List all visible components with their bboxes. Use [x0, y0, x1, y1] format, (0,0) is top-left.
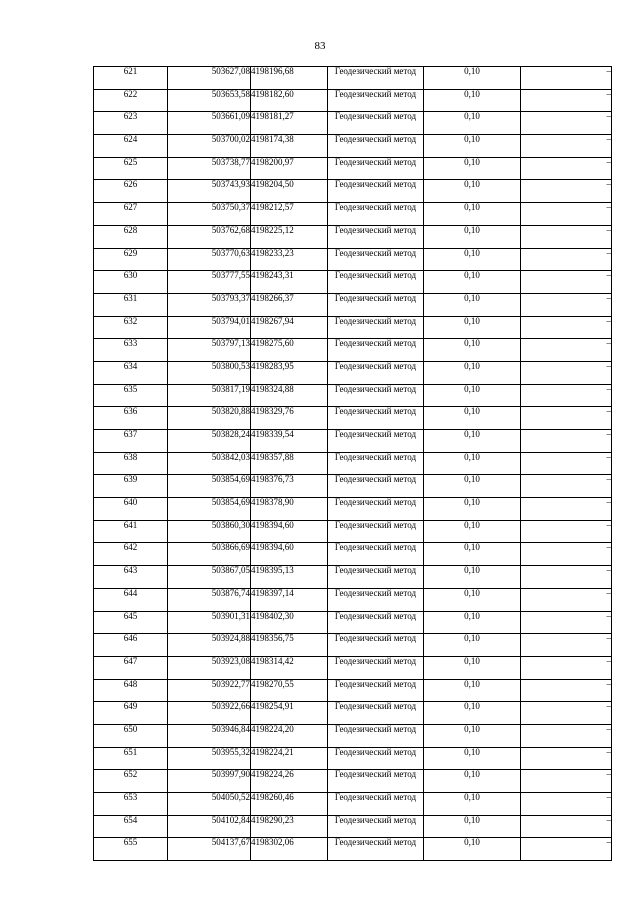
point-number-cell: 654 — [94, 815, 168, 838]
point-number-cell: 642 — [94, 543, 168, 566]
accuracy-cell: 0,10 — [424, 566, 521, 589]
point-number-cell: 626 — [94, 180, 168, 203]
coordinate-y-cell: 4198260,46 — [251, 793, 328, 816]
coordinate-x-cell: 503797,13 — [168, 339, 251, 362]
accuracy-cell: 0,10 — [424, 747, 521, 770]
coordinate-x-cell: 503955,32 — [168, 747, 251, 770]
coordinate-y-cell: 4198378,90 — [251, 498, 328, 521]
point-number-cell: 638 — [94, 452, 168, 475]
accuracy-cell: 0,10 — [424, 293, 521, 316]
point-number-cell: 639 — [94, 475, 168, 498]
method-cell: Геодезический метод — [328, 339, 424, 362]
method-cell: Геодезический метод — [328, 656, 424, 679]
method-cell: Геодезический метод — [328, 543, 424, 566]
coordinate-y-cell: 4198394,60 — [251, 543, 328, 566]
point-number-cell: 650 — [94, 724, 168, 747]
coordinate-x-cell: 503860,30 — [168, 520, 251, 543]
point-number-cell: 645 — [94, 611, 168, 634]
coordinate-y-cell: 4198329,76 — [251, 407, 328, 430]
note-cell: – — [521, 180, 612, 203]
accuracy-cell: 0,10 — [424, 407, 521, 430]
coordinate-x-cell: 503876,74 — [168, 588, 251, 611]
coordinate-y-cell: 4198224,26 — [251, 770, 328, 793]
coordinate-y-cell: 4198275,60 — [251, 339, 328, 362]
coordinate-x-cell: 503817,19 — [168, 384, 251, 407]
note-cell: – — [521, 679, 612, 702]
coordinate-y-cell: 4198314,42 — [251, 656, 328, 679]
method-cell: Геодезический метод — [328, 361, 424, 384]
accuracy-cell: 0,10 — [424, 793, 521, 816]
point-number-cell: 647 — [94, 656, 168, 679]
coordinate-x-cell: 503854,69 — [168, 475, 251, 498]
table-row — [94, 656, 612, 679]
table-row — [94, 112, 612, 135]
method-cell: Геодезический метод — [328, 475, 424, 498]
point-number-cell: 635 — [94, 384, 168, 407]
coordinate-x-cell: 503794,01 — [168, 316, 251, 339]
coordinate-y-cell: 4198233,23 — [251, 248, 328, 271]
coordinate-y-cell: 4198196,68 — [251, 67, 328, 90]
table-row — [94, 384, 612, 407]
coordinate-y-cell: 4198182,60 — [251, 89, 328, 112]
accuracy-cell: 0,10 — [424, 339, 521, 362]
coordinate-x-cell: 503743,93 — [168, 180, 251, 203]
method-cell: Геодезический метод — [328, 225, 424, 248]
table-row — [94, 157, 612, 180]
note-cell: – — [521, 498, 612, 521]
note-cell: – — [521, 543, 612, 566]
coordinate-x-cell: 503777,55 — [168, 271, 251, 294]
point-number-cell: 646 — [94, 634, 168, 657]
note-cell: – — [521, 588, 612, 611]
point-number-cell: 644 — [94, 588, 168, 611]
accuracy-cell: 0,10 — [424, 770, 521, 793]
accuracy-cell: 0,10 — [424, 67, 521, 90]
note-cell: – — [521, 770, 612, 793]
table-row — [94, 520, 612, 543]
coordinate-x-cell: 503901,31 — [168, 611, 251, 634]
accuracy-cell: 0,10 — [424, 611, 521, 634]
note-cell: – — [521, 407, 612, 430]
note-cell: – — [521, 566, 612, 589]
coordinate-x-cell: 503924,88 — [168, 634, 251, 657]
coordinate-x-cell: 504050,52 — [168, 793, 251, 816]
point-number-cell: 623 — [94, 112, 168, 135]
note-cell: – — [521, 815, 612, 838]
table-row — [94, 611, 612, 634]
accuracy-cell: 0,10 — [424, 702, 521, 725]
coordinate-x-cell: 503828,24 — [168, 430, 251, 453]
table-row — [94, 407, 612, 430]
note-cell: – — [521, 520, 612, 543]
note-cell: – — [521, 225, 612, 248]
note-cell: – — [521, 339, 612, 362]
coordinate-y-cell: 4198395,13 — [251, 566, 328, 589]
accuracy-cell: 0,10 — [424, 271, 521, 294]
method-cell: Геодезический метод — [328, 452, 424, 475]
note-cell: – — [521, 634, 612, 657]
coordinate-x-cell: 503800,53 — [168, 361, 251, 384]
method-cell: Геодезический метод — [328, 770, 424, 793]
note-cell: – — [521, 452, 612, 475]
table-row — [94, 747, 612, 770]
coordinate-y-cell: 4198290,23 — [251, 815, 328, 838]
coordinate-y-cell: 4198267,94 — [251, 316, 328, 339]
page-number: 83 — [314, 40, 326, 52]
note-cell: – — [521, 793, 612, 816]
coordinate-x-cell: 503627,08 — [168, 67, 251, 90]
accuracy-cell: 0,10 — [424, 475, 521, 498]
point-number-cell: 629 — [94, 248, 168, 271]
table-row — [94, 724, 612, 747]
coordinate-y-cell: 4198402,30 — [251, 611, 328, 634]
table-row — [94, 702, 612, 725]
point-number-cell: 624 — [94, 135, 168, 158]
coordinate-y-cell: 4198324,88 — [251, 384, 328, 407]
point-number-cell: 649 — [94, 702, 168, 725]
coordinate-y-cell: 4198283,95 — [251, 361, 328, 384]
accuracy-cell: 0,10 — [424, 815, 521, 838]
table-row — [94, 475, 612, 498]
method-cell: Геодезический метод — [328, 135, 424, 158]
coordinate-x-cell: 503762,68 — [168, 225, 251, 248]
coordinate-y-cell: 4198212,57 — [251, 203, 328, 226]
coordinate-x-cell: 503922,77 — [168, 679, 251, 702]
coordinate-x-cell: 503750,37 — [168, 203, 251, 226]
coordinate-y-cell: 4198174,38 — [251, 135, 328, 158]
method-cell: Геодезический метод — [328, 566, 424, 589]
table-row — [94, 361, 612, 384]
coordinate-y-cell: 4198224,20 — [251, 724, 328, 747]
note-cell: – — [521, 67, 612, 90]
table-row — [94, 770, 612, 793]
note-cell: – — [521, 838, 612, 861]
accuracy-cell: 0,10 — [424, 498, 521, 521]
table-row — [94, 566, 612, 589]
note-cell: – — [521, 112, 612, 135]
method-cell: Геодезический метод — [328, 838, 424, 861]
coordinate-x-cell: 503842,03 — [168, 452, 251, 475]
coordinate-y-cell: 4198339,54 — [251, 430, 328, 453]
accuracy-cell: 0,10 — [424, 520, 521, 543]
point-number-cell: 655 — [94, 838, 168, 861]
point-number-cell: 640 — [94, 498, 168, 521]
method-cell: Геодезический метод — [328, 634, 424, 657]
coordinate-y-cell: 4198270,55 — [251, 679, 328, 702]
note-cell: – — [521, 656, 612, 679]
coordinate-x-cell: 503770,63 — [168, 248, 251, 271]
table-row — [94, 430, 612, 453]
coordinate-x-cell: 504137,67 — [168, 838, 251, 861]
accuracy-cell: 0,10 — [424, 135, 521, 158]
note-cell: – — [521, 293, 612, 316]
coordinate-x-cell: 503738,77 — [168, 157, 251, 180]
accuracy-cell: 0,10 — [424, 679, 521, 702]
coordinate-x-cell: 503946,84 — [168, 724, 251, 747]
accuracy-cell: 0,10 — [424, 634, 521, 657]
note-cell: – — [521, 89, 612, 112]
method-cell: Геодезический метод — [328, 793, 424, 816]
note-cell: – — [521, 430, 612, 453]
note-cell: – — [521, 157, 612, 180]
table-row — [94, 838, 612, 861]
method-cell: Геодезический метод — [328, 520, 424, 543]
table-row — [94, 339, 612, 362]
coordinate-x-cell: 503793,37 — [168, 293, 251, 316]
accuracy-cell: 0,10 — [424, 248, 521, 271]
accuracy-cell: 0,10 — [424, 203, 521, 226]
method-cell: Геодезический метод — [328, 724, 424, 747]
coordinate-y-cell: 4198254,91 — [251, 702, 328, 725]
point-number-cell: 621 — [94, 67, 168, 90]
method-cell: Геодезический метод — [328, 293, 424, 316]
table-row — [94, 452, 612, 475]
coordinate-y-cell: 4198200,97 — [251, 157, 328, 180]
method-cell: Геодезический метод — [328, 430, 424, 453]
table-row — [94, 248, 612, 271]
accuracy-cell: 0,10 — [424, 361, 521, 384]
coordinate-x-cell: 503854,69 — [168, 498, 251, 521]
coordinate-x-cell: 504102,84 — [168, 815, 251, 838]
table-row — [94, 815, 612, 838]
point-number-cell: 628 — [94, 225, 168, 248]
table-row — [94, 135, 612, 158]
point-number-cell: 622 — [94, 89, 168, 112]
table-row — [94, 89, 612, 112]
table-row — [94, 180, 612, 203]
accuracy-cell: 0,10 — [424, 384, 521, 407]
coordinate-y-cell: 4198394,60 — [251, 520, 328, 543]
method-cell: Геодезический метод — [328, 611, 424, 634]
coordinate-y-cell: 4198204,50 — [251, 180, 328, 203]
note-cell: – — [521, 702, 612, 725]
method-cell: Геодезический метод — [328, 588, 424, 611]
table-row — [94, 793, 612, 816]
coordinate-y-cell: 4198243,31 — [251, 271, 328, 294]
note-cell: – — [521, 361, 612, 384]
point-number-cell: 648 — [94, 679, 168, 702]
point-number-cell: 652 — [94, 770, 168, 793]
accuracy-cell: 0,10 — [424, 588, 521, 611]
table-row — [94, 543, 612, 566]
point-number-cell: 632 — [94, 316, 168, 339]
method-cell: Геодезический метод — [328, 679, 424, 702]
method-cell: Геодезический метод — [328, 316, 424, 339]
table-row — [94, 498, 612, 521]
method-cell: Геодезический метод — [328, 271, 424, 294]
note-cell: – — [521, 248, 612, 271]
note-cell: – — [521, 747, 612, 770]
point-number-cell: 641 — [94, 520, 168, 543]
coordinate-y-cell: 4198224,21 — [251, 747, 328, 770]
coordinate-x-cell: 503866,69 — [168, 543, 251, 566]
coordinate-x-cell: 503867,05 — [168, 566, 251, 589]
method-cell: Геодезический метод — [328, 815, 424, 838]
point-number-cell: 633 — [94, 339, 168, 362]
accuracy-cell: 0,10 — [424, 656, 521, 679]
method-cell: Геодезический метод — [328, 203, 424, 226]
coordinate-y-cell: 4198225,12 — [251, 225, 328, 248]
note-cell: – — [521, 203, 612, 226]
coordinate-x-cell: 503922,66 — [168, 702, 251, 725]
coordinate-y-cell: 4198302,06 — [251, 838, 328, 861]
note-cell: – — [521, 611, 612, 634]
method-cell: Геодезический метод — [328, 157, 424, 180]
table-row — [94, 634, 612, 657]
table-row — [94, 203, 612, 226]
accuracy-cell: 0,10 — [424, 430, 521, 453]
accuracy-cell: 0,10 — [424, 543, 521, 566]
method-cell: Геодезический метод — [328, 89, 424, 112]
table-row — [94, 316, 612, 339]
point-number-cell: 631 — [94, 293, 168, 316]
note-cell: – — [521, 475, 612, 498]
note-cell: – — [521, 724, 612, 747]
method-cell: Геодезический метод — [328, 248, 424, 271]
method-cell: Геодезический метод — [328, 407, 424, 430]
accuracy-cell: 0,10 — [424, 452, 521, 475]
table-row — [94, 67, 612, 90]
point-number-cell: 634 — [94, 361, 168, 384]
coordinates-table-body — [94, 67, 612, 861]
table-row — [94, 588, 612, 611]
coordinate-x-cell: 503653,58 — [168, 89, 251, 112]
method-cell: Геодезический метод — [328, 112, 424, 135]
accuracy-cell: 0,10 — [424, 157, 521, 180]
method-cell: Геодезический метод — [328, 702, 424, 725]
point-number-cell: 651 — [94, 747, 168, 770]
coordinate-x-cell: 503923,08 — [168, 656, 251, 679]
note-cell: – — [521, 135, 612, 158]
coordinate-y-cell: 4198397,14 — [251, 588, 328, 611]
coordinate-x-cell: 503700,02 — [168, 135, 251, 158]
table-row — [94, 679, 612, 702]
accuracy-cell: 0,10 — [424, 316, 521, 339]
coordinate-y-cell: 4198356,75 — [251, 634, 328, 657]
accuracy-cell: 0,10 — [424, 724, 521, 747]
accuracy-cell: 0,10 — [424, 838, 521, 861]
point-number-cell: 625 — [94, 157, 168, 180]
coordinate-y-cell: 4198266,37 — [251, 293, 328, 316]
table-row — [94, 271, 612, 294]
coordinate-y-cell: 4198376,73 — [251, 475, 328, 498]
point-number-cell: 653 — [94, 793, 168, 816]
note-cell: – — [521, 271, 612, 294]
coordinate-y-cell: 4198181,27 — [251, 112, 328, 135]
coordinates-table — [93, 66, 612, 861]
note-cell: – — [521, 384, 612, 407]
note-cell: – — [521, 316, 612, 339]
point-number-cell: 636 — [94, 407, 168, 430]
accuracy-cell: 0,10 — [424, 180, 521, 203]
accuracy-cell: 0,10 — [424, 89, 521, 112]
coordinate-x-cell: 503820,88 — [168, 407, 251, 430]
method-cell: Геодезический метод — [328, 498, 424, 521]
coordinate-x-cell: 503661,09 — [168, 112, 251, 135]
method-cell: Геодезический метод — [328, 384, 424, 407]
point-number-cell: 643 — [94, 566, 168, 589]
point-number-cell: 630 — [94, 271, 168, 294]
coordinate-x-cell: 503997,90 — [168, 770, 251, 793]
method-cell: Геодезический метод — [328, 67, 424, 90]
accuracy-cell: 0,10 — [424, 112, 521, 135]
coordinate-y-cell: 4198357,88 — [251, 452, 328, 475]
table-row — [94, 225, 612, 248]
method-cell: Геодезический метод — [328, 747, 424, 770]
point-number-cell: 627 — [94, 203, 168, 226]
method-cell: Геодезический метод — [328, 180, 424, 203]
point-number-cell: 637 — [94, 430, 168, 453]
table-row — [94, 293, 612, 316]
accuracy-cell: 0,10 — [424, 225, 521, 248]
